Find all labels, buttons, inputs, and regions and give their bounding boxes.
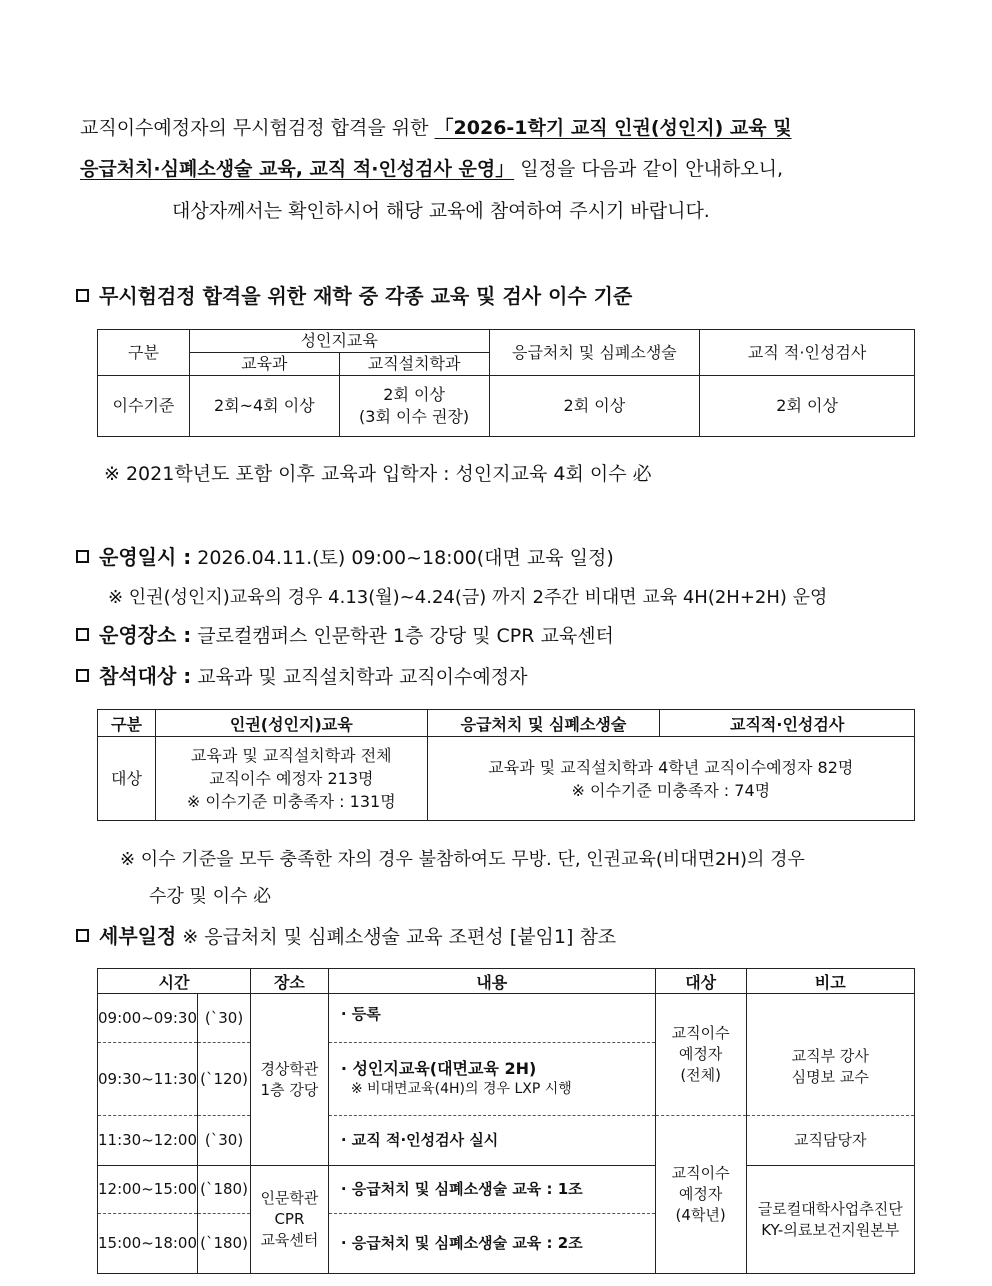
schedule-time: 09:00~09:30 bbox=[98, 994, 198, 1043]
schedule-target-a bbox=[655, 994, 746, 1116]
schedule-note-c bbox=[746, 1166, 914, 1274]
intro-line-3: 대상자께서는 확인하시어 해당 교육에 참여하여 주시기 바랍니다. bbox=[172, 200, 710, 222]
target-b-line-3: (4학년) bbox=[675, 1206, 726, 1224]
criteria-row-label: 이수기준 bbox=[98, 376, 190, 437]
criteria-header-teacher-dept: 교직설치학과 bbox=[339, 353, 489, 376]
schedule-duration: (`30) bbox=[198, 994, 251, 1043]
schedule-time: 12:00~15:00 bbox=[98, 1166, 198, 1214]
schedule-header-target: 대상 bbox=[655, 969, 746, 994]
section-place bbox=[76, 619, 614, 648]
checkbox-bullet-icon bbox=[76, 289, 89, 302]
intro-line-2 bbox=[80, 160, 783, 179]
target-row-label: 대상 bbox=[98, 737, 156, 821]
place-a-line-2: 1층 강당 bbox=[260, 1080, 319, 1099]
schedule-content: · 등록 bbox=[328, 994, 655, 1043]
intro-title-part-2: 응급처치·심폐소생술 교육, 교직 적·인성검사 운영」 bbox=[80, 158, 515, 180]
target-rights-line-2: 교직이수 예정자 213명 bbox=[209, 769, 374, 788]
schedule-target-b bbox=[655, 1116, 746, 1274]
criteria-header-edu-dept: 교육과 bbox=[189, 353, 339, 376]
section-datetime bbox=[76, 541, 614, 570]
schedule-place-b bbox=[251, 1166, 329, 1274]
criteria-header-category: 구분 bbox=[98, 330, 190, 376]
target-table bbox=[97, 709, 915, 821]
schedule-note-a bbox=[746, 994, 914, 1116]
place-b-line-3: 교육센터 bbox=[260, 1231, 319, 1249]
intro-line-1 bbox=[80, 119, 792, 138]
schedule-duration: (`120) bbox=[198, 1043, 251, 1116]
target-rights-line-3: ※ 이수기준 미충족자 : 131명 bbox=[186, 792, 396, 811]
datetime-note: ※ 인권(성인지)교육의 경우 4.13(월)~4.24(금) 까지 2주간 비대면 교육 4H(2H+2H) 운영 bbox=[108, 587, 828, 608]
schedule-content: · 응급처치 및 심폐소생술 교육 : 2조 bbox=[328, 1214, 655, 1274]
section-criteria-heading bbox=[76, 280, 632, 309]
target-label: 참석대상 : bbox=[99, 664, 192, 688]
criteria-teacher-dept-line-1: 2회 이상 bbox=[383, 385, 445, 404]
criteria-header-gender: 성인지교육 bbox=[189, 330, 489, 353]
criteria-table bbox=[97, 329, 915, 437]
schedule-content bbox=[328, 1043, 655, 1116]
target-header-category: 구분 bbox=[98, 710, 156, 737]
schedule-content: · 교직 적·인성검사 실시 bbox=[328, 1116, 655, 1166]
schedule-table bbox=[97, 968, 915, 1274]
section-schedule bbox=[76, 920, 616, 949]
note-c-line-1: 글로컬대학사업추진단 bbox=[757, 1199, 903, 1218]
table-row bbox=[98, 994, 915, 1043]
table-row bbox=[98, 1116, 915, 1166]
schedule-content-sub: ※ 비대면교육(4H)의 경우 LXP 시행 bbox=[350, 1081, 572, 1097]
datetime-label: 운영일시 : bbox=[99, 545, 192, 569]
schedule-header-time: 시간 bbox=[98, 969, 251, 994]
schedule-value: ※ 응급처치 및 심폐소생술 교육 조편성 [붙임1] 참조 bbox=[176, 926, 617, 948]
section-target bbox=[76, 660, 527, 689]
schedule-duration: (`180) bbox=[198, 1214, 251, 1274]
target-value: 교육과 및 교직설치학과 교직이수예정자 bbox=[191, 666, 528, 688]
place-a-line-1: 경상학관 bbox=[260, 1059, 319, 1078]
target-note-line-1: ※ 이수 기준을 모두 충족한 자의 경우 불참하여도 무방. 단, 인권교육(비대면2H)의 경우 bbox=[120, 849, 805, 870]
intro-title-part-1: 「2026-1학기 교직 인권(성인지) 교육 및 bbox=[434, 117, 792, 139]
criteria-teacher-dept-value bbox=[339, 376, 489, 437]
schedule-content-main: · 성인지교육(대면교육 2H) bbox=[340, 1059, 537, 1078]
table-row bbox=[98, 1166, 915, 1214]
schedule-time: 11:30~12:00 bbox=[98, 1116, 198, 1166]
target-b-line-1: 교직이수 bbox=[671, 1164, 730, 1182]
datetime-value: 2026.04.11.(토) 09:00~18:00(대면 교육 일정) bbox=[191, 547, 614, 569]
place-label: 운영장소 : bbox=[99, 623, 192, 647]
checkbox-bullet-icon bbox=[76, 628, 89, 641]
schedule-duration: (`30) bbox=[198, 1116, 251, 1166]
place-b-line-1: 인문학관 bbox=[260, 1189, 319, 1207]
target-cpr-apt-line-2: ※ 이수기준 미충족자 : 74명 bbox=[571, 780, 771, 800]
schedule-label: 세부일정 bbox=[99, 924, 177, 948]
checkbox-bullet-icon bbox=[76, 669, 89, 682]
note-c-line-2: KY-의료보건지원본부 bbox=[761, 1220, 900, 1239]
place-b-line-2: CPR bbox=[274, 1210, 305, 1228]
schedule-time: 09:30~11:30 bbox=[98, 1043, 198, 1116]
criteria-edu-dept-value: 2회~4회 이상 bbox=[189, 376, 339, 437]
schedule-time: 15:00~18:00 bbox=[98, 1214, 198, 1274]
schedule-duration: (`180) bbox=[198, 1166, 251, 1214]
criteria-header-cpr: 응급처치 및 심폐소생술 bbox=[489, 330, 700, 376]
target-rights-cell bbox=[155, 737, 427, 821]
target-a-line-3: (전체) bbox=[680, 1066, 721, 1084]
schedule-place-a bbox=[251, 994, 329, 1166]
section-criteria-title: 무시험검정 합격을 위한 재학 중 각종 교육 및 검사 이수 기준 bbox=[99, 284, 633, 308]
criteria-teacher-dept-line-2: (3회 이수 권장) bbox=[359, 407, 470, 426]
criteria-aptitude-value: 2회 이상 bbox=[700, 376, 915, 437]
schedule-header-content: 내용 bbox=[328, 969, 655, 994]
schedule-header-note: 비고 bbox=[746, 969, 914, 994]
checkbox-bullet-icon bbox=[76, 929, 89, 942]
target-rights-line-1: 교육과 및 교직설치학과 전체 bbox=[190, 746, 392, 765]
intro-suffix: 일정을 다음과 같이 안내하오니, bbox=[514, 158, 784, 180]
target-b-line-2: 예정자 bbox=[678, 1185, 723, 1203]
target-header-aptitude: 교직적·인성검사 bbox=[660, 710, 915, 737]
target-a-line-2: 예정자 bbox=[678, 1045, 723, 1063]
schedule-note-b: 교직담당자 bbox=[746, 1116, 914, 1166]
criteria-header-aptitude: 교직 적·인성검사 bbox=[700, 330, 915, 376]
note-a-line-1: 교직부 강사 bbox=[791, 1046, 869, 1065]
intro-prefix: 교직이수예정자의 무시험검정 합격을 위한 bbox=[80, 117, 435, 139]
target-cpr-aptitude-cell bbox=[427, 737, 914, 821]
place-value: 글로컬캠퍼스 인문학관 1층 강당 및 CPR 교육센터 bbox=[191, 625, 614, 647]
checkbox-bullet-icon bbox=[76, 550, 89, 563]
criteria-cpr-value: 2회 이상 bbox=[489, 376, 700, 437]
target-header-rights: 인권(성인지)교육 bbox=[155, 710, 427, 737]
criteria-note: ※ 2021학년도 포함 이후 교육과 입학자 : 성인지교육 4회 이수 必 bbox=[104, 463, 652, 485]
schedule-content: · 응급처치 및 심폐소생술 교육 : 1조 bbox=[328, 1166, 655, 1214]
target-a-line-1: 교직이수 bbox=[671, 1024, 730, 1042]
target-cpr-apt-line-1: 교육과 및 교직설치학과 4학년 교직이수예정자 82명 bbox=[488, 757, 854, 777]
target-header-cpr: 응급처치 및 심폐소생술 bbox=[427, 710, 660, 737]
note-a-line-2: 심명보 교수 bbox=[791, 1067, 869, 1086]
target-note-line-2: 수강 및 이수 必 bbox=[149, 886, 272, 907]
schedule-header-place: 장소 bbox=[251, 969, 329, 994]
